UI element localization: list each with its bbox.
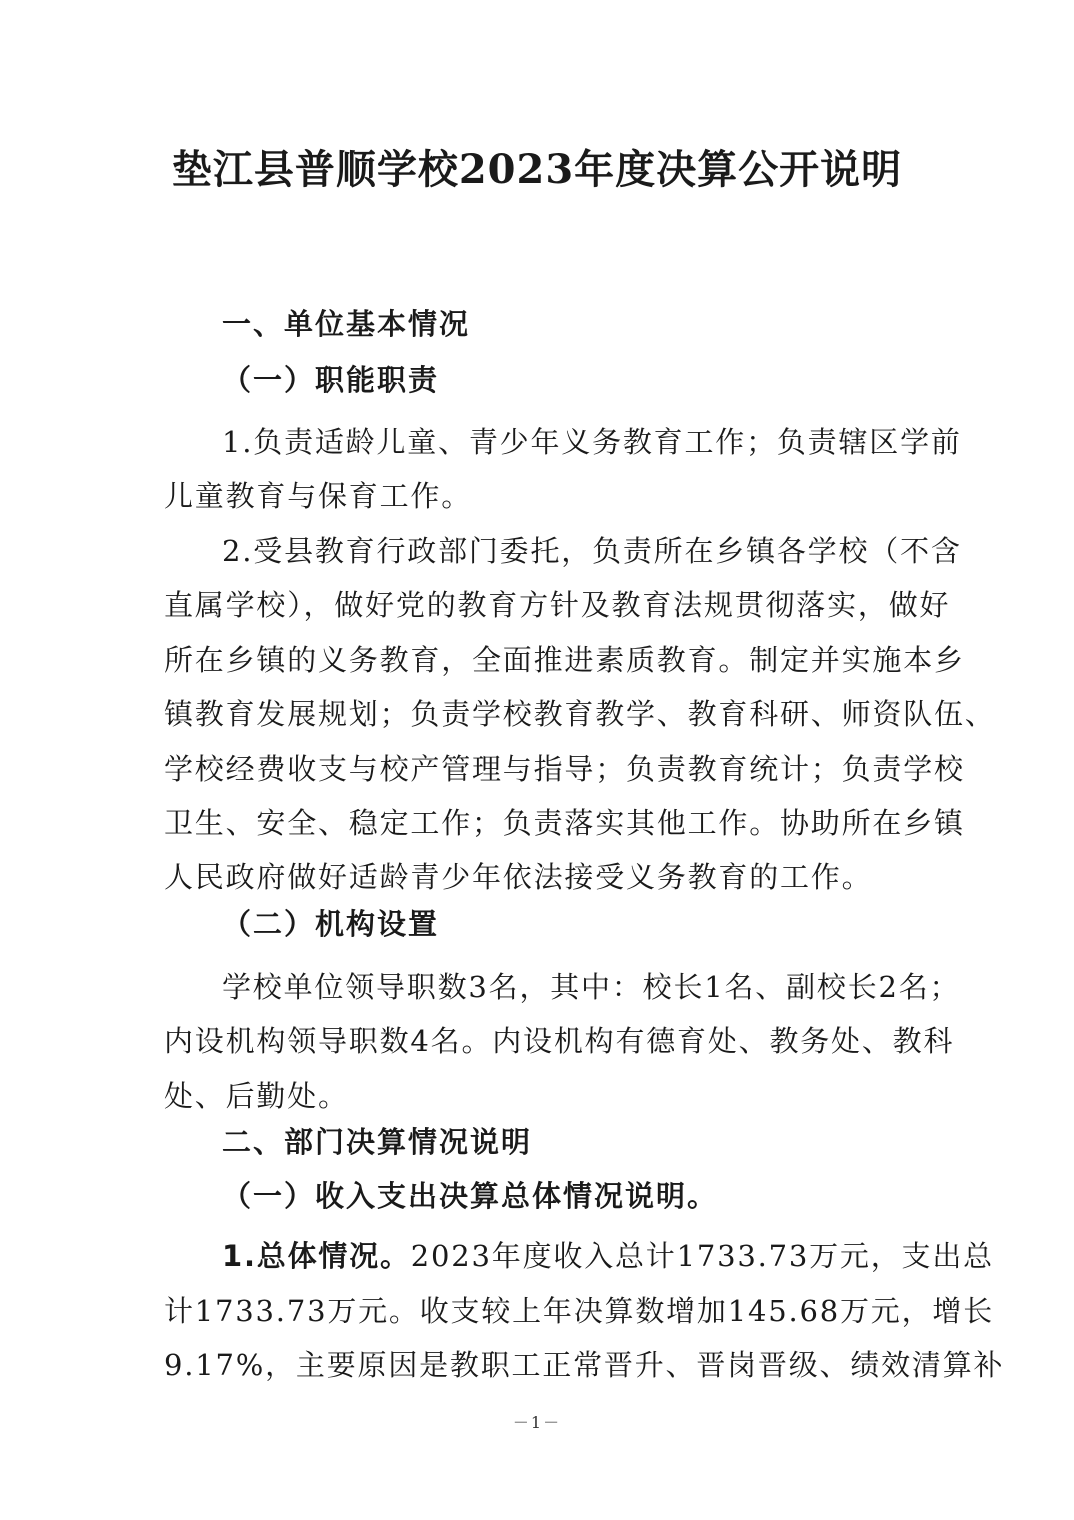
overall-line-1-text: 2023年度收入总计1733.73万元，支出总 <box>410 1239 994 1273</box>
subheading-income-expense: （一）收入支出决算总体情况说明。 <box>222 1179 719 1213</box>
section-heading-final-accounts: 二、部门决算情况说明 <box>222 1125 533 1159</box>
section-heading-basic-info: 一、单位基本情况 <box>222 307 471 341</box>
duty-2-line-5: 学校经费收支与校产管理与指导；负责教育统计；负责学校 <box>164 752 965 786</box>
duty-2-line-6: 卫生、安全、稳定工作；负责落实其他工作。协助所在乡镇 <box>164 806 965 840</box>
duty-2-line-4: 镇教育发展规划；负责学校教育教学、教育科研、师资队伍、 <box>164 697 996 731</box>
org-line-1: 学校单位领导职数3名，其中：校长1名、副校长2名； <box>222 970 961 1004</box>
duty-2-line-3: 所在乡镇的义务教育，全面推进素质教育。制定并实施本乡 <box>164 643 965 677</box>
duty-2-line-1: 2.受县教育行政部门委托，负责所在乡镇各学校（不含 <box>222 534 962 568</box>
overall-line-1 <box>222 1236 994 1276</box>
duty-2-line-2: 直属学校），做好党的教育方针及教育法规贯彻落实，做好 <box>164 588 951 622</box>
subheading-functions: （一）职能职责 <box>222 363 440 397</box>
document-title: 垫江县普顺学校2023年度决算公开说明 <box>171 146 903 193</box>
duty-2-line-7: 人民政府做好适龄青少年依法接受义务教育的工作。 <box>164 860 873 894</box>
duty-1-line-1: 1.负责适龄儿童、青少年义务教育工作；负责辖区学前 <box>222 425 962 459</box>
overall-lead: 1.总体情况。 <box>222 1239 411 1273</box>
subheading-organization: （二）机构设置 <box>222 907 440 941</box>
duty-1-line-2: 儿童教育与保育工作。 <box>164 479 473 513</box>
overall-line-2: 计1733.73万元。收支较上年决算数增加145.68万元，增长 <box>164 1294 994 1328</box>
org-line-3: 处、后勤处。 <box>164 1079 349 1113</box>
overall-line-3: 9.17%，主要原因是教职工正常晋升、晋岗晋级、绩效清算补 <box>164 1348 1005 1382</box>
org-line-2: 内设机构领导职数4名。内设机构有德育处、教务处、教科 <box>164 1024 955 1058</box>
page-number: －1－ <box>512 1413 562 1432</box>
